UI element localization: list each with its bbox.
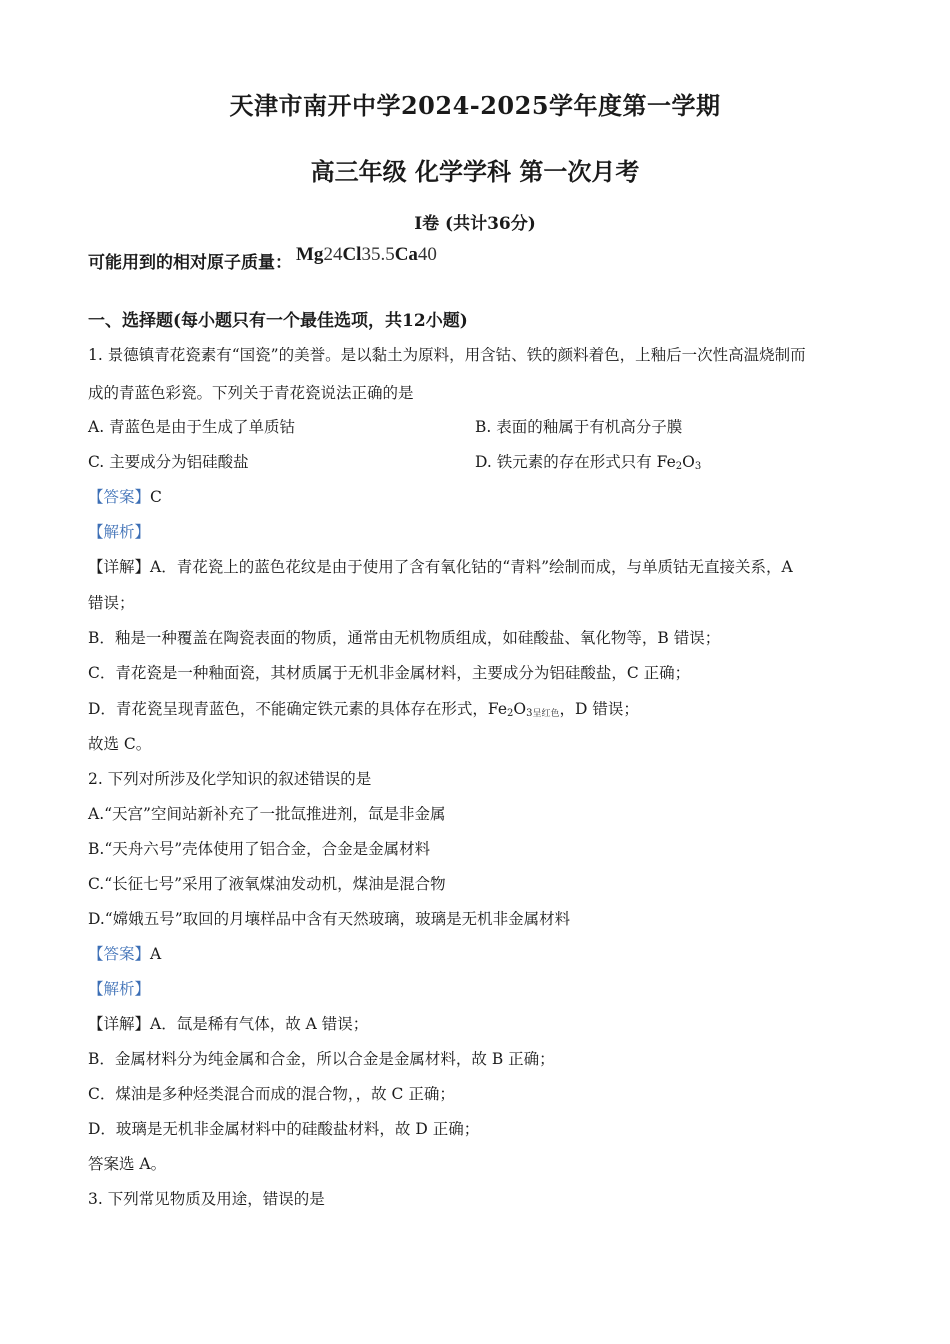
answer-value: C <box>150 488 162 506</box>
q1-option-c: C. 主要成分为铝硅酸盐 <box>88 453 249 471</box>
q1-option-a: A. 青蓝色是由于生成了单质钴 <box>88 418 296 436</box>
detail-text: O <box>513 700 527 718</box>
option-text: O <box>682 453 695 471</box>
element-mass: 24 <box>323 244 343 265</box>
q2-stem: 2. 下列对所涉及化学知识的叙述错误的是 <box>88 770 372 788</box>
q2-analysis-tag: 【解析】 <box>88 980 151 998</box>
subscript: 2 <box>507 708 514 719</box>
q1-option-b: B. 表面的釉属于有机高分子膜 <box>475 418 683 436</box>
atomic-mass-values <box>296 244 437 266</box>
q2-option-a: A.“天宫”空间站新补充了一批氙推进剂，氙是非金属 <box>88 805 446 823</box>
q1-detail-b: B．釉是一种覆盖在陶瓷表面的物质，通常由无机物质组成，如硅酸盐、氧化物等，B 错误； <box>88 629 721 647</box>
q1-detail-c: C．青花瓷是一种釉面瓷，其材质属于无机非金属材料，主要成分为铝硅酸盐，C 正确； <box>88 664 691 682</box>
q2-detail-c: C．煤油是多种烃类混合而成的混合物，，故 C 正确； <box>88 1085 455 1103</box>
q2-option-c: C.“长征七号”采用了液氧煤油发动机，煤油是混合物 <box>88 875 446 893</box>
element-mass: 40 <box>417 244 437 265</box>
detail-text: ，D 错误； <box>559 700 639 718</box>
detail-text: D．青花瓷呈现青蓝色，不能确定铁元素的具体存在形式，Fe <box>88 700 508 718</box>
element-symbol: Mg <box>296 244 324 265</box>
q2-option-d: D.“嫦娥五号”取回的月壤样品中含有天然玻璃，玻璃是无机非金属材料 <box>88 910 571 928</box>
q2-option-b: B.“天舟六号”壳体使用了铝合金，合金是金属材料 <box>88 840 431 858</box>
q1-stem-line2: 成的青蓝色彩瓷。下列关于青花瓷说法正确的是 <box>88 384 414 402</box>
atomic-mass-label: 可能用到的相对原子质量： <box>88 253 292 273</box>
q1-detail-line2: 错误； <box>88 594 135 612</box>
element-symbol: Ca <box>394 244 418 265</box>
answer-tag: 【答案】 <box>88 488 151 506</box>
atomic-mass-line <box>88 244 437 274</box>
q1-detail-d <box>88 702 639 719</box>
subscript: 2 <box>675 461 683 472</box>
answer-value: A <box>150 945 162 963</box>
q2-detail-d: D．玻璃是无机非金属材料中的硅酸盐材料，故 D 正确； <box>88 1120 480 1138</box>
q2-detail-b: B．金属材料分为纯金属和合金，所以合金是金属材料，故 B 正确； <box>88 1050 555 1068</box>
section-heading: 一、选择题(每小题只有一个最佳选项，共12小题) <box>88 311 468 331</box>
subscript: 3 <box>526 708 533 719</box>
q1-detail-line1: 【详解】A．青花瓷上的蓝色花纹是由于使用了含有氧化钴的“青料”绘制而成，与单质钴无直接关系，A <box>88 558 793 576</box>
q2-detail-a: 【详解】A．氙是稀有气体，故 A 错误； <box>88 1015 369 1033</box>
q1-analysis-tag: 【解析】 <box>88 523 151 541</box>
exam-subtitle: 高三年级 化学学科 第一次月考 <box>310 157 640 186</box>
option-text: D. 铁元素的存在形式只有 Fe <box>475 453 676 471</box>
q2-conclusion: 答案选 A。 <box>88 1155 167 1173</box>
answer-tag: 【答案】 <box>88 945 151 963</box>
volume-label: I卷 (共计36分) <box>414 214 536 234</box>
q2-answer <box>88 947 161 963</box>
subscript: 3 <box>694 461 702 472</box>
exam-title: 天津市南开中学2024-2025学年度第一学期 <box>229 91 721 120</box>
element-mass: 35.5 <box>361 244 395 265</box>
q1-option-d <box>475 455 701 472</box>
element-symbol: Cl <box>342 244 362 265</box>
q1-conclusion: 故选 C。 <box>88 735 152 753</box>
q3-stem: 3. 下列常见物质及用途，错误的是 <box>88 1190 325 1208</box>
q1-stem-line1: 1. 景德镇青花瓷素有“国瓷”的美誉。是以黏土为原料，用含钴、铁的颜料着色，上釉后一次性高温烧制而 <box>88 346 806 364</box>
tiny-note: 呈红色 <box>532 709 560 719</box>
q1-answer <box>88 490 162 506</box>
